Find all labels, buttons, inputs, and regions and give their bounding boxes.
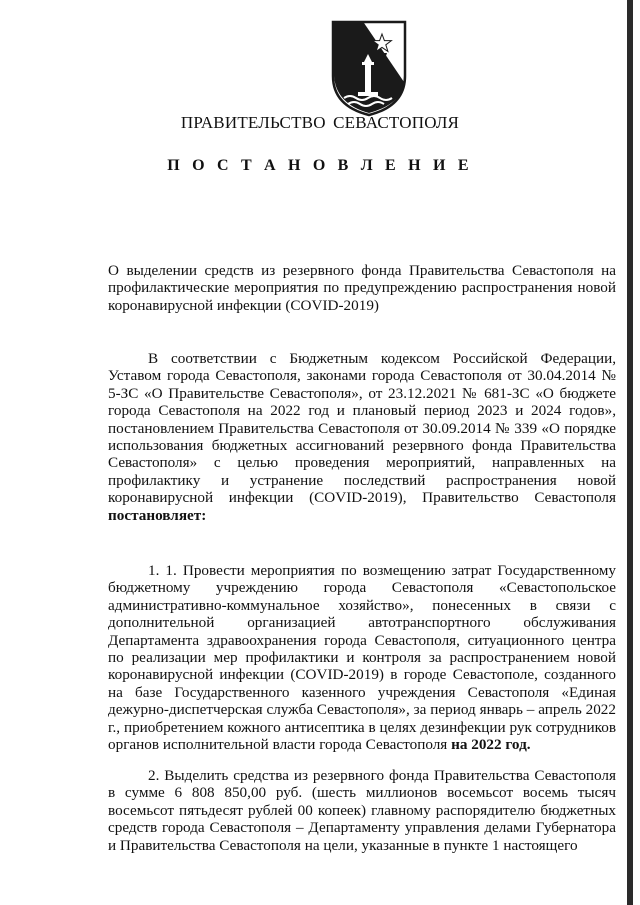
decree-item-1-text: 1. 1. Провести мероприятия по возмещению затрат Государственному бюджетному учреждению города Севастополя «Севастопольское административно-коммунальное хозяйство», понесенных в связи с дополнительной организацией автотранспортного обслуживания Департамента здравоохранения города Севастополя, ситуационного центра по реализации мер профилактики и контроля за распространением новой коронавирусной инфекции (COVID-2019) в городе Севастополе, созданного на базе Государственного казенного учреждения Севастополя «Единая дежурно-диспетчерская служба Севастополя», за период январь – апрель 2022 г., приобретением кожного антисептика в целях дезинфекции рук сотрудников органов исполнительной власти города Севастополя	[108, 562, 616, 754]
decree-word: постановляет:	[108, 506, 207, 524]
decree-item-1	[108, 562, 616, 753]
organization-name: ПРАВИТЕЛЬСТВО СЕВАСТОПОЛЯ	[180, 113, 460, 132]
scan-edge-shadow	[627, 0, 633, 905]
decree-item-2: 2. Выделить средства из резервного фонда Правительства Севастополя в сумме 6 808 850,00 руб. (шесть миллионов восемьсот восемь тысяч восемьсот пятьдесят рублей 00 копеек) главному распорядителю бюджетных средств города Севастополя – Департаменту управления делами Губернатора и Правительства Севастополя на цели, указанные в пункте 1 настоящего	[108, 767, 616, 854]
preamble-text: В соответствии с Бюджетным кодексом Российской Федерации, Уставом города Севастополя, законами города Севастополя от 30.04.2014 № 5-ЗС «О Правительстве Севастополя», от 23.12.2021 № 681-ЗС «О бюджете города Севастополя на 2022 год и плановый период 2023 и 2024 годов», постановлением Правительства Севастополя от 30.09.2014 № 339 «О порядке использования бюджетных ассигнований резервного фонда Правительства Севастополя» с целью проведения мероприятий, направленных на профилактику и устранение последствий распространения новой коронавирусной инфекции (COVID-2019), Правительство Севастополя	[108, 350, 616, 507]
sevastopol-coat-of-arms-icon	[330, 18, 408, 118]
document-type-title: П О С Т А Н О В Л Е Н И Е	[167, 157, 473, 174]
document-subject: О выделении средств из резервного фонда Правительства Севастополя на профилактические мероприятия по предупреждению распространения новой коронавирусной инфекции (COVID-2019)	[108, 262, 616, 314]
preamble-paragraph	[108, 350, 616, 524]
decree-item-1-bold-tail: на 2022 год.	[451, 736, 531, 754]
